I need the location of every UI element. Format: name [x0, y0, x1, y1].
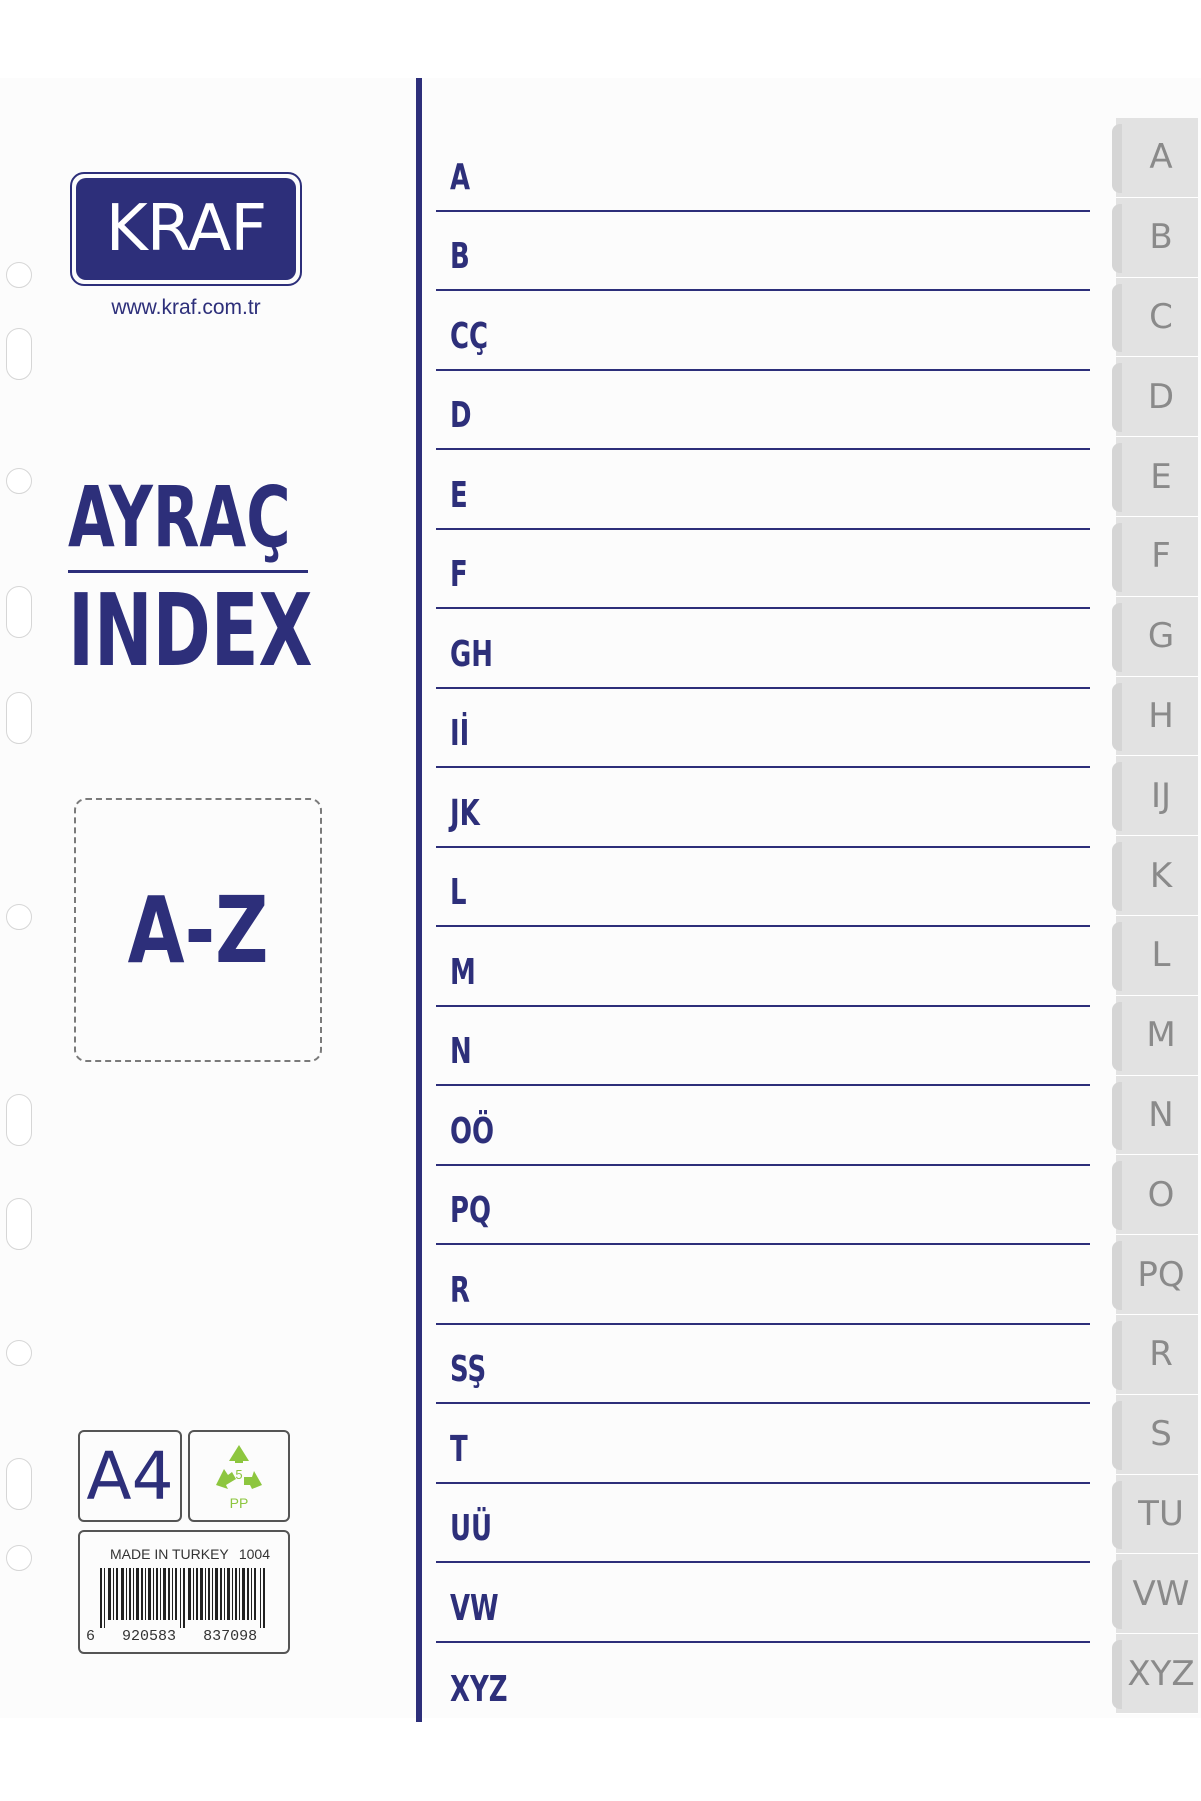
index-tab[interactable]: [1116, 1235, 1198, 1315]
index-tab-label: S: [1150, 1414, 1172, 1455]
index-tab[interactable]: [1116, 597, 1198, 677]
index-tab[interactable]: [1116, 437, 1198, 517]
index-tab[interactable]: [1116, 517, 1198, 597]
recycle-material: PP: [229, 1495, 249, 1511]
index-row[interactable]: [436, 212, 1090, 292]
punch-hole: [6, 468, 32, 494]
index-row-label: GH: [450, 633, 493, 675]
index-tab[interactable]: [1116, 677, 1198, 757]
size-badge: [78, 1430, 182, 1522]
index-tab[interactable]: [1116, 756, 1198, 836]
index-row-label: A: [450, 156, 471, 198]
size-badge-text: A4: [86, 1437, 174, 1515]
index-row[interactable]: [436, 1166, 1090, 1246]
index-tab-label: D: [1147, 376, 1175, 417]
punch-hole: [6, 262, 32, 288]
index-tab-label: IJ: [1150, 775, 1172, 816]
index-tab[interactable]: [1116, 1554, 1198, 1634]
index-row[interactable]: [436, 1484, 1090, 1564]
index-tab-label: N: [1148, 1094, 1174, 1135]
index-tab-label: K: [1149, 855, 1173, 896]
index-row-label: OÖ: [450, 1110, 495, 1152]
made-in-text: MADE IN TURKEY: [110, 1546, 229, 1562]
punch-hole: [6, 328, 32, 380]
punch-hole: [6, 692, 32, 744]
index-tab-label: PQ: [1137, 1254, 1185, 1295]
index-row-label: L: [450, 872, 467, 913]
punch-hole: [6, 586, 32, 638]
barcode-digits: [86, 1628, 257, 1645]
index-tab[interactable]: [1116, 118, 1198, 198]
index-row-label: D: [450, 395, 472, 436]
index-tab[interactable]: [1116, 1634, 1198, 1714]
index-row[interactable]: [436, 768, 1090, 848]
index-tab-label: R: [1149, 1334, 1173, 1375]
index-rows: [436, 132, 1090, 1722]
index-tab-label: VW: [1132, 1573, 1190, 1614]
index-tab-label: H: [1148, 695, 1174, 736]
index-tab[interactable]: [1116, 1155, 1198, 1235]
range-label-box: [74, 798, 322, 1062]
punch-hole: [6, 1340, 32, 1366]
index-tab-label: C: [1149, 296, 1173, 337]
title-line-1: AYRAÇ: [68, 468, 291, 566]
index-row-label: UÜ: [450, 1508, 493, 1549]
index-tab-label: TU: [1138, 1493, 1184, 1534]
brand-logo-text: KRAF: [76, 178, 296, 280]
punch-hole: [6, 1198, 32, 1250]
index-row-label: CÇ: [450, 315, 489, 357]
index-tab-label: XYZ: [1127, 1653, 1195, 1694]
index-row[interactable]: [436, 1404, 1090, 1484]
barcode-digit-right: 837098: [203, 1628, 258, 1645]
recycle-code: 5: [235, 1467, 243, 1482]
index-row[interactable]: [436, 927, 1090, 1007]
index-row[interactable]: [436, 1086, 1090, 1166]
index-tab-label: G: [1147, 616, 1175, 657]
index-row-label: T: [450, 1428, 468, 1470]
product-code: 1004: [238, 1546, 270, 1562]
index-tab-label: O: [1147, 1174, 1175, 1215]
title-line-2: INDEX: [68, 572, 313, 689]
index-tab[interactable]: [1116, 916, 1198, 996]
brand-logo: [70, 172, 302, 286]
index-row[interactable]: [436, 848, 1090, 928]
index-tab-label: M: [1146, 1015, 1176, 1056]
index-row[interactable]: [436, 609, 1090, 689]
punch-hole: [6, 1458, 32, 1510]
index-tab[interactable]: [1116, 1076, 1198, 1156]
range-label: A-Z: [127, 876, 269, 984]
index-tab[interactable]: [1116, 836, 1198, 916]
index-row[interactable]: [436, 1643, 1090, 1723]
index-row-label: R: [450, 1269, 470, 1311]
index-tab[interactable]: [1116, 1395, 1198, 1475]
index-tab[interactable]: [1116, 1475, 1198, 1555]
index-row[interactable]: [436, 530, 1090, 610]
index-row-label: M: [450, 951, 476, 993]
index-tab[interactable]: [1116, 278, 1198, 358]
index-tab-label: L: [1151, 935, 1171, 976]
index-row[interactable]: [436, 450, 1090, 530]
index-row[interactable]: [436, 1007, 1090, 1087]
index-row[interactable]: [436, 689, 1090, 769]
index-row-label: N: [450, 1031, 472, 1072]
index-row[interactable]: [436, 132, 1090, 212]
barcode-bars: [100, 1568, 268, 1628]
index-tab[interactable]: [1116, 1315, 1198, 1395]
index-tab-label: A: [1149, 137, 1173, 178]
barcode-label: [78, 1530, 290, 1654]
index-row-label: B: [450, 236, 470, 277]
punch-hole: [6, 1094, 32, 1146]
index-row[interactable]: [436, 1245, 1090, 1325]
index-tab[interactable]: [1116, 198, 1198, 278]
barcode-digit-prefix: 6: [86, 1628, 96, 1645]
index-tab-label: B: [1149, 217, 1173, 258]
barcode-digit-left: 920583: [122, 1628, 177, 1645]
index-row-label: Iİ: [450, 713, 470, 754]
index-row-label: E: [450, 474, 468, 516]
punch-hole: [6, 1545, 32, 1571]
index-tab[interactable]: [1116, 996, 1198, 1076]
index-tabs: [1116, 118, 1198, 1714]
index-row-label: JK: [450, 792, 480, 834]
brand-url: www.kraf.com.tr: [111, 296, 261, 319]
punch-hole: [6, 904, 32, 930]
recycle-badge: [188, 1430, 290, 1522]
index-row-label: XYZ: [450, 1669, 508, 1710]
index-row-label: VW: [450, 1587, 499, 1629]
index-tab-label: E: [1150, 456, 1172, 497]
index-row[interactable]: [436, 1325, 1090, 1405]
spine-line: [416, 78, 422, 1722]
index-row[interactable]: [436, 371, 1090, 451]
recycle-icon: [208, 1441, 270, 1499]
index-row-label: F: [450, 554, 468, 595]
index-row[interactable]: [436, 1563, 1090, 1643]
index-row-label: SŞ: [450, 1349, 487, 1390]
index-row[interactable]: [436, 291, 1090, 371]
index-tab-label: F: [1151, 536, 1171, 577]
index-tab[interactable]: [1116, 357, 1198, 437]
index-row-label: PQ: [450, 1190, 492, 1231]
